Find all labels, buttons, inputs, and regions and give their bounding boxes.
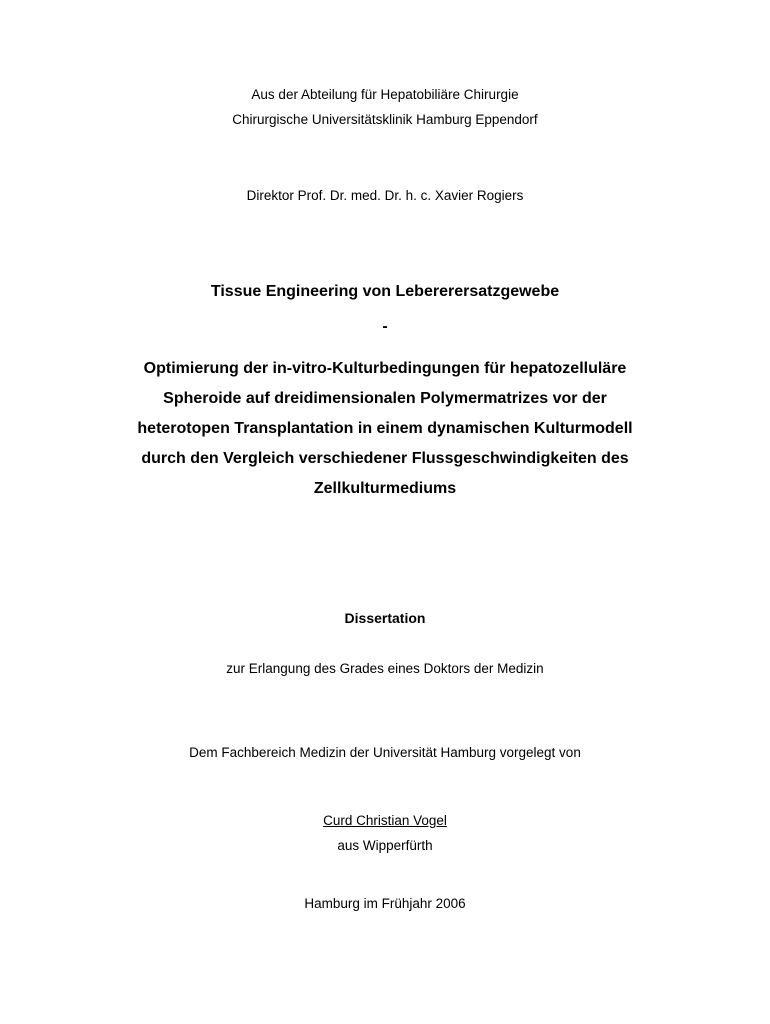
degree-purpose: zur Erlangung des Grades eines Doktors der Medizin <box>226 661 544 676</box>
subtitle-line: heterotopen Transplantation in einem dynamischen Kulturmodell <box>137 420 633 437</box>
clinic-line: Chirurgische Universitätsklinik Hamburg Eppendorf <box>232 112 538 127</box>
author-name-text: Curd Christian Vogel <box>323 813 447 828</box>
subtitle-line: Spheroide auf dreidimensionalen Polymermatrizes vor der <box>163 390 607 407</box>
author-origin: aus Wipperfürth <box>337 838 433 853</box>
dissertation-label: Dissertation <box>344 610 426 626</box>
author-name <box>0 812 770 830</box>
title-separator: - <box>382 318 388 335</box>
department-line: Aus der Abteilung für Hepatobiliäre Chirurgie <box>251 87 519 102</box>
place-date: Hamburg im Frühjahr 2006 <box>304 896 466 911</box>
thesis-subtitle <box>0 357 770 507</box>
subtitle-line: Optimierung der in-vitro-Kulturbedingungen für hepatozelluläre <box>143 360 627 377</box>
director-line: Direktor Prof. Dr. med. Dr. h. c. Xavier Rogiers <box>246 188 524 203</box>
submission-statement: Dem Fachbereich Medizin der Universität Hamburg vorgelegt von <box>189 745 581 760</box>
thesis-title: Tissue Engineering von Lebererersatzgewebe <box>210 283 560 300</box>
subtitle-line: Zellkulturmediums <box>313 480 457 497</box>
subtitle-line: durch den Vergleich verschiedener Flussgeschwindigkeiten des <box>141 450 629 467</box>
